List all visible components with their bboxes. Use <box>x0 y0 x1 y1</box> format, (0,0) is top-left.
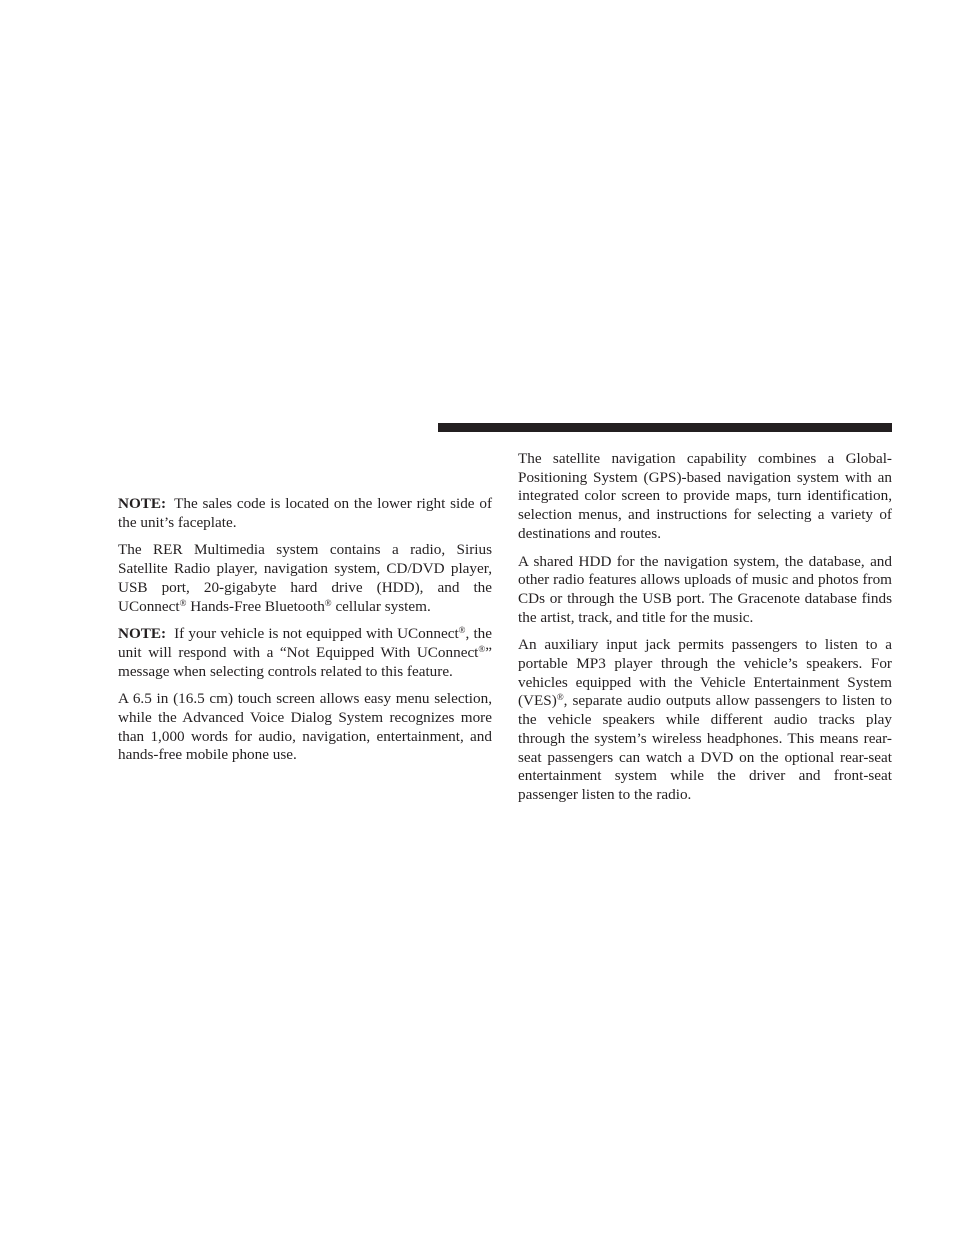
note-text: , the unit will respond with a “Not Equipped With UConnect <box>118 625 493 661</box>
note-text: ” message when selecting controls related to this feature. <box>118 643 492 680</box>
section-header-rule <box>438 423 892 432</box>
registered-mark: ® <box>556 692 564 703</box>
paragraph-text: , separate audio outputs allow passengers to listen to the vehicle speakers while different audio tracks play through the system’s wireless headphones. This means rear-seat passengers can watch a DVD on the optional rear-seat entertainment system while the driver and front-seat passenger listen to the radio. <box>518 692 892 803</box>
paragraph-text: cellular system. <box>331 597 431 615</box>
paragraph-text: The RER Multimedia system contains a radio, Sirius Satellite Radio player, navigation system, CD/DVD player, USB port, 20-gigabyte hard drive (HDD), and the UConnect <box>118 541 492 615</box>
note-sales-code <box>118 495 492 532</box>
auxiliary-input-paragraph <box>518 636 892 804</box>
navigation-paragraph: The satellite navigation capability combines a Global-Positioning System (GPS)-based navigation system with an integrated color screen to provide maps, turn identification, selection menus, and instructions for selecting a variety of destinations and routes. <box>518 450 892 542</box>
registered-mark: ® <box>478 643 486 654</box>
registered-mark: ® <box>458 625 466 636</box>
paragraph-text: An auxiliary input jack permits passengers to listen to a portable MP3 player through the vehicle’s speakers. For vehicles equipped with the Vehicle Entertainment System (VES) <box>518 636 892 710</box>
registered-mark: ® <box>324 597 332 608</box>
note-text: The sales code is located on the lower right side of the unit’s faceplate. <box>118 495 492 531</box>
note-text: If your vehicle is not equipped with UConnect <box>174 625 459 643</box>
paragraph-text: Hands-Free Bluetooth <box>186 597 325 615</box>
note-label: NOTE: <box>118 625 167 643</box>
hdd-paragraph: A shared HDD for the navigation system, the database, and other radio features allows uploads of music and photos from CDs or through the USB port. The Gracenote database finds the artist, track, and title for the music. <box>518 552 892 626</box>
registered-mark: ® <box>179 597 187 608</box>
right-column <box>518 450 892 814</box>
left-column <box>118 495 492 774</box>
note-uconnect <box>118 625 492 681</box>
rer-system-paragraph <box>118 541 492 616</box>
note-label: NOTE: <box>118 495 167 512</box>
touch-screen-paragraph: A 6.5 in (16.5 cm) touch screen allows easy menu selection, while the Advanced Voice Dialog System recognizes more than 1,000 words for audio, navigation, entertainment, and hands-free mobile phone use. <box>118 690 492 764</box>
